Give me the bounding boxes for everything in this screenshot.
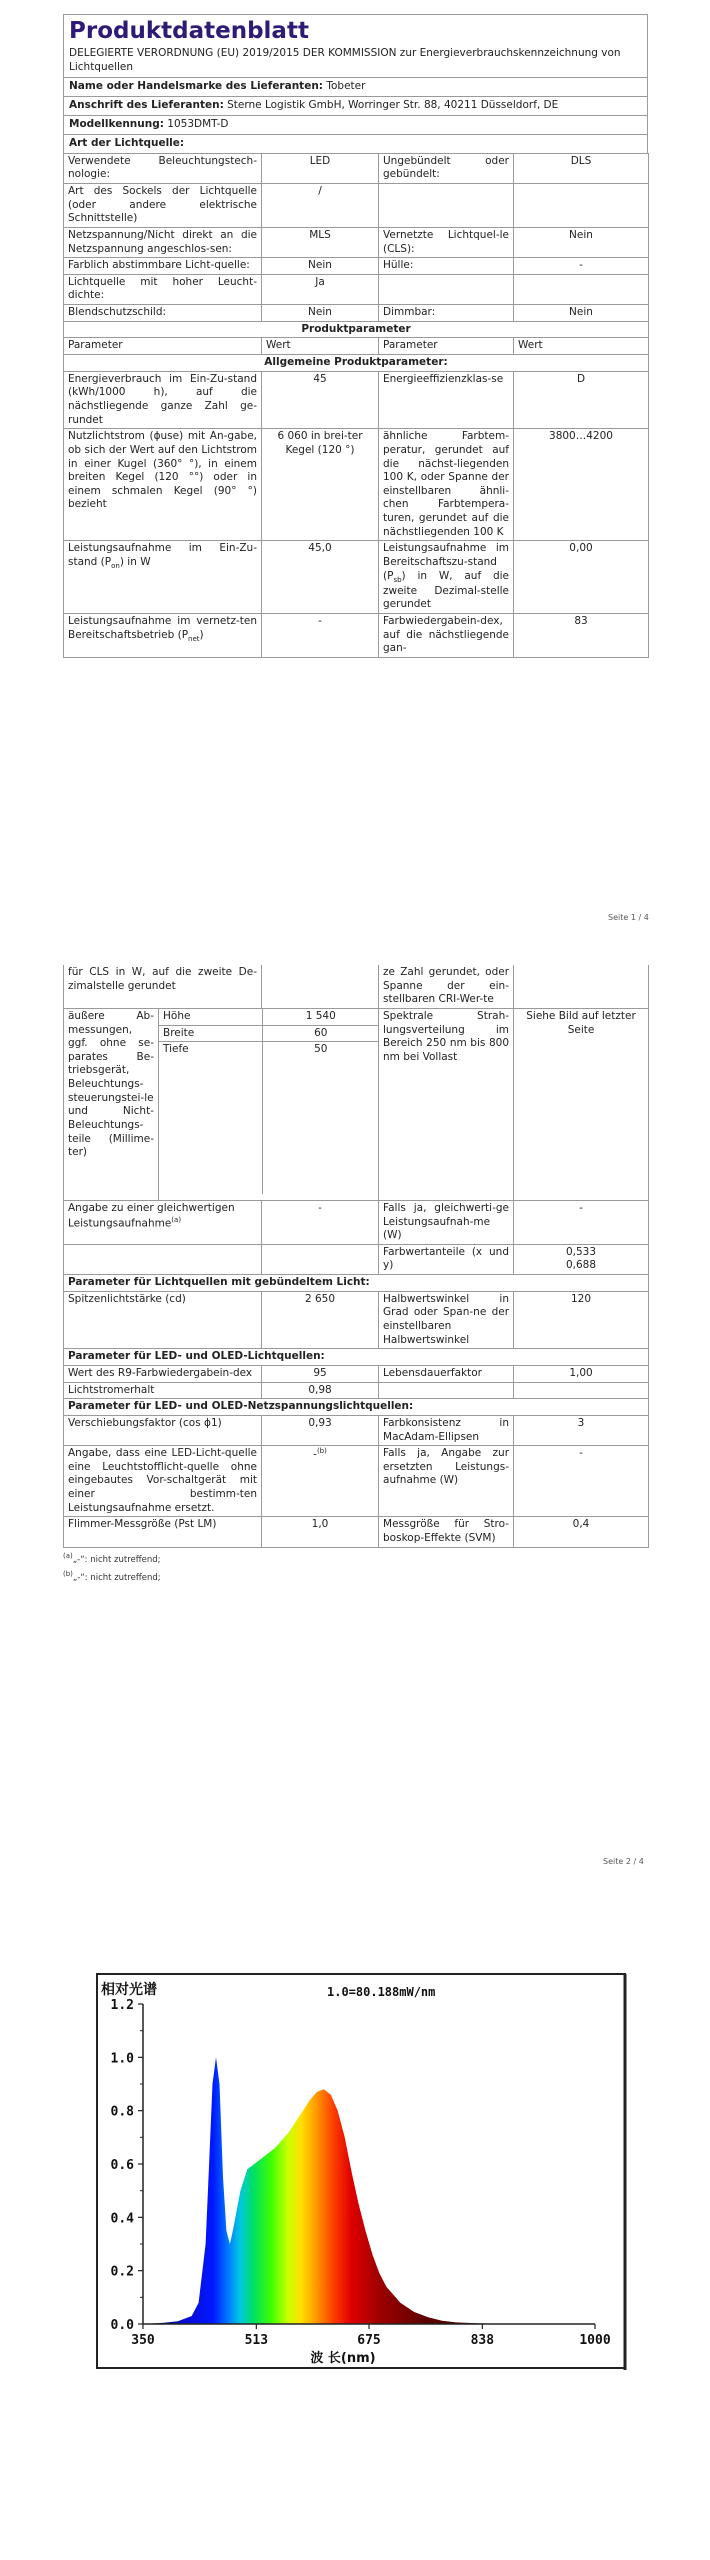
y-tick-label: 1.0 [110, 2051, 134, 2067]
dimension-row [159, 1025, 379, 1042]
param-label: Flimmer-Messgröße (Pst LM) [64, 1517, 262, 1547]
param-value: - [514, 1200, 649, 1244]
spectrum-point [247, 2169, 249, 2171]
spectrum-point [215, 2057, 217, 2059]
empty-cell [262, 965, 379, 1008]
spectrum-point [351, 2171, 353, 2173]
spectrum-point [413, 2311, 415, 2313]
param-value: 120 [514, 1291, 649, 1349]
column-header-parameter: Parameter [64, 338, 262, 355]
spectrum-point [260, 2158, 262, 2160]
table-row [64, 184, 649, 228]
param-label: Hülle: [379, 258, 514, 275]
param-value: -$^{(b)}$ [262, 1446, 379, 1517]
table-row [64, 1291, 649, 1349]
light-source-type-table [63, 153, 649, 658]
param-value: 0,4 [514, 1517, 649, 1547]
spectrum-point [198, 2302, 200, 2304]
spectrum-point [212, 2083, 214, 2085]
param-label: für CLS in W, auf die zweite De-zimalstelle gerundet [64, 965, 262, 1008]
datasheet-page-1 [63, 14, 648, 658]
product-parameters-heading: Produktparameter [64, 321, 649, 338]
spectrum-point [233, 2227, 235, 2229]
supplier-name-label: Name oder Handelsmarke des Lieferanten: [69, 79, 323, 92]
param-label: Dimmbar: [379, 305, 514, 322]
param-label: Falls ja, Angabe zur ersetzten Leistungs-aufnahme (W) [379, 1446, 514, 1517]
table-row [64, 965, 649, 1008]
empty-cell [262, 1244, 379, 1274]
param-value: DLS [514, 153, 649, 183]
spectrum-point [337, 2110, 339, 2112]
param-value: MLS [262, 227, 379, 257]
column-header-row [64, 338, 649, 355]
column-header-value: Wert [262, 338, 379, 355]
param-label: ze Zahl gerundet, oder Spanne der ein-stellbaren CRI-Wer-te [379, 965, 514, 1008]
spectrum-point [365, 2230, 367, 2232]
spectrum-point [455, 2322, 457, 2324]
spectrum-point [191, 2315, 193, 2317]
table-row [64, 1517, 649, 1547]
column-header-parameter: Parameter [379, 338, 514, 355]
footnote-b: $^{(b)}$„-“: nicht zutreffend; [63, 1569, 161, 1583]
param-label: Art des Sockels der Lichtquelle (oder andere elektrische Schnittstelle) [64, 184, 262, 228]
spectrum-point [295, 2121, 297, 2123]
table-row [64, 1244, 649, 1274]
table-row [64, 274, 649, 304]
spectrum-point [177, 2321, 179, 2323]
param-value: 0,98 [262, 1382, 379, 1399]
param-value: 6 060 in brei-ter Kegel (120 °) [262, 429, 379, 541]
x-tick-label: 675 [357, 2333, 381, 2348]
param-label: Halbwertswinkel in Grad oder Span-ne der einstellbaren Halbwertswinkel [379, 1291, 514, 1349]
param-label: Ungebündelt oder gebündelt: [379, 153, 514, 183]
param-label: Netzspannung/Nicht direkt an die Netzspannung angeschlos-sen: [64, 227, 262, 257]
dimensions-table [159, 1009, 379, 1194]
param-label: Farbkonsistenz in MacAdam-Ellipsen [379, 1415, 514, 1445]
table-row [64, 258, 649, 275]
led-parameters-heading: Parameter für LED- und OLED-Lichtquellen: [64, 1349, 649, 1366]
spectrum-point [316, 2091, 318, 2093]
y-tick-label: 0.8 [110, 2104, 134, 2120]
param-value: 0,533 0,688 [514, 1244, 649, 1274]
section-heading-row [64, 1349, 649, 1366]
spectrum-point [323, 2089, 325, 2091]
param-value: 0,00 [514, 541, 649, 614]
dimension-name: Breite [159, 1025, 262, 1042]
chart-annotation: 1.0=80.188mW/nm [327, 1985, 436, 1999]
param-value: Nein [262, 305, 379, 322]
supplier-name-row [63, 77, 648, 96]
supplier-name-value: Tobeter [326, 79, 366, 92]
empty-cell [514, 965, 649, 1008]
param-value: 2 650 [262, 1291, 379, 1349]
param-value: Siehe Bild auf letzter Seite [514, 1008, 649, 1200]
section-heading-row [64, 321, 649, 338]
light-source-type-row [63, 134, 648, 153]
param-label: Angabe zu einer gleichwertigen Leistungsaufnahme$^{(a)}$ [64, 1200, 262, 1244]
param-label: Angabe, dass eine LED-Licht-quelle eine Leuchtstofflicht-quelle ohne eingebautes Vor-schaltgerät mit einer bestimm-ten Leistungsaufnahme ersetzt. [64, 1446, 262, 1517]
y-tick-label: 0.4 [110, 2211, 134, 2227]
param-value: / [262, 184, 379, 228]
y-tick-label: 0.6 [110, 2158, 134, 2173]
param-value: 3 [514, 1415, 649, 1445]
spectrum-point [372, 2254, 374, 2256]
param-label: Blendschutzschild: [64, 305, 262, 322]
param-label: Lebensdauerfaktor [379, 1365, 514, 1382]
table-row [64, 1446, 649, 1517]
table-row [64, 371, 649, 429]
spectrum-point [267, 2153, 269, 2155]
spectrum-point [205, 2243, 207, 2245]
title-box [63, 14, 648, 77]
empty-cell [64, 1244, 262, 1274]
chart-title: 相对光谱 [101, 1982, 157, 1998]
spectrum-point [281, 2139, 283, 2141]
table-row [64, 1008, 649, 1200]
spectrum-point [330, 2094, 332, 2096]
empty-cell [379, 184, 514, 228]
table-row [64, 153, 649, 183]
section-heading-row [64, 1399, 649, 1416]
empty-cell [514, 274, 649, 304]
param-label: Energieeffizienzklas-se [379, 371, 514, 429]
param-label: Falls ja, gleichwerti-ge Leistungsaufnah-me (W) [379, 1200, 514, 1244]
spectrum-point [379, 2273, 381, 2275]
directional-parameters-heading: Parameter für Lichtquellen mit gebündeltem Licht: [64, 1275, 649, 1292]
datasheet-page-2 [63, 965, 648, 1583]
general-parameters-heading: Allgemeine Produktparameter: [64, 355, 649, 372]
spectrum-point [288, 2131, 290, 2133]
table-row [64, 541, 649, 614]
spectrum-point [344, 2137, 346, 2139]
spectrum-point [309, 2099, 311, 2101]
dimension-value: 1 540 [262, 1009, 379, 1025]
spectrum-point [226, 2230, 228, 2232]
spectrum-point [240, 2190, 242, 2192]
mains-led-parameters-heading: Parameter für LED- und OLED-Netzspannungslichtquellen: [64, 1399, 649, 1416]
empty-cell [379, 274, 514, 304]
param-label: Vernetzte Lichtquel-le (CLS): [379, 227, 514, 257]
param-label: Nutzlichtstrom (ϕuse) mit An-gabe, ob sich der Wert auf den Lichtstrom in einer Kugel (360° °), in einem breiten Kegel (120 °°) oder in einem schmalen Kegel (90° °) bezieht [64, 429, 262, 541]
dimension-value: 50 [262, 1042, 379, 1194]
param-label: Leistungsaufnahme im vernetz-ten Bereitschaftsbetrieb $(P_{net})$ [64, 614, 262, 658]
dimension-row [159, 1009, 379, 1025]
x-axis-label: 波 长(nm) [310, 2351, 376, 2366]
dimensions-cell [159, 1008, 379, 1200]
empty-cell [379, 1382, 514, 1399]
spectrum-point [302, 2110, 304, 2112]
param-label: Wert des R9-Farbwiedergabein-dex [64, 1365, 262, 1382]
spectrum-point [229, 2243, 231, 2245]
table-row [64, 305, 649, 322]
param-label: Farblich abstimmbare Licht-quelle: [64, 258, 262, 275]
param-value: - [514, 258, 649, 275]
param-value: 0,93 [262, 1415, 379, 1445]
param-value: 3800…4200 [514, 429, 649, 541]
spectrum-point [274, 2147, 276, 2149]
y-tick-label: 0.2 [110, 2264, 134, 2280]
dimension-name: Tiefe [159, 1042, 262, 1194]
empty-cell [514, 184, 649, 228]
param-value: - [262, 614, 379, 658]
spectrum-point [219, 2083, 221, 2085]
model-label: Modellkennung: [69, 117, 164, 130]
param-label: Energieverbrauch im Ein-Zu-stand (kWh/1000 h), auf die nächstliegende ganze Zahl ge-rundet [64, 371, 262, 429]
dimension-row [159, 1042, 379, 1194]
supplier-address-value: Sterne Logistik GmbH, Worringer Str. 88, 40211 Düsseldorf, DE [227, 98, 559, 111]
table-row [64, 614, 649, 658]
x-tick-label: 1000 [579, 2333, 611, 2348]
param-value: 1,00 [514, 1365, 649, 1382]
x-tick-label: 838 [470, 2333, 495, 2348]
dimension-name: Höhe [159, 1009, 262, 1025]
spectrum-point [441, 2320, 443, 2322]
param-label: Spitzenlichtstärke (cd) [64, 1291, 262, 1349]
table-row [64, 227, 649, 257]
param-value: 45 [262, 371, 379, 429]
param-label: Farbwertanteile (x und y) [379, 1244, 514, 1274]
param-label: Verwendete Beleuchtungstech-nologie: [64, 153, 262, 183]
page-number: Seite 2 / 4 [603, 1857, 644, 1866]
model-row [63, 115, 648, 134]
param-value: 83 [514, 614, 649, 658]
param-label: Farbwiedergabein-dex, auf die nächstliegende gan- [379, 614, 514, 658]
table-row [64, 1200, 649, 1244]
spectrum-point [427, 2317, 429, 2319]
footnote-a: $^{(a)}$„-“: nicht zutreffend; [63, 1551, 161, 1565]
column-header-value: Wert [514, 338, 649, 355]
param-value: Nein [262, 258, 379, 275]
parameters-table-continued [63, 965, 649, 1548]
page-number: Seite 1 / 4 [608, 913, 649, 922]
section-heading-row [64, 1275, 649, 1292]
x-tick-label: 513 [244, 2333, 269, 2348]
x-tick-label: 350 [131, 2333, 155, 2348]
document-title: Produktdatenblatt [69, 18, 309, 44]
spectrum-point [222, 2177, 224, 2179]
spectrum-point [386, 2286, 388, 2288]
y-tick-label: 0.0 [110, 2318, 134, 2333]
param-value: D [514, 371, 649, 429]
spectrum-point [254, 2163, 256, 2165]
param-value: 45,0 [262, 541, 379, 614]
supplier-address-row [63, 96, 648, 115]
dimensions-label: äußere Ab-messungen, ggf. ohne se-parates Be-triebsgerät, Beleuchtungs-steuerungstei-le und Nicht-Beleuchtungs-teile (Millime-ter) [64, 1008, 159, 1200]
regulation-reference: DELEGIERTE VERORDNUNG (EU) 2019/2015 DER KOMMISSION zur Energieverbrauchskennzeichnung von Lichtquellen [69, 47, 621, 74]
spectrum-point [358, 2203, 360, 2205]
param-value: Ja [262, 274, 379, 304]
table-row [64, 1365, 649, 1382]
spectrum-point [400, 2302, 402, 2304]
table-row [64, 1415, 649, 1445]
param-label: Verschiebungsfaktor (cos ϕ1) [64, 1415, 262, 1445]
param-value: LED [262, 153, 379, 183]
param-label: Leistungsaufnahme im Ein-Zu-stand $(P_{on})$ in W [64, 541, 262, 614]
param-value: 1,0 [262, 1517, 379, 1547]
light-source-type-label: Art der Lichtquelle: [69, 136, 185, 149]
param-value: Nein [514, 227, 649, 257]
model-value: 1053DMT-D [167, 117, 229, 130]
param-value: - [262, 1200, 379, 1244]
param-label: Messgröße für Stro-boskop-Effekte (SVM) [379, 1517, 514, 1547]
param-label: Lichtstromerhalt [64, 1382, 262, 1399]
param-value: - [514, 1446, 649, 1517]
param-label: Lichtquelle mit hoher Leucht-dichte: [64, 274, 262, 304]
param-label: Spektrale Strah-lungsverteilung im Bereich 250 nm bis 800 nm bei Vollast [379, 1008, 514, 1200]
table-row [64, 429, 649, 541]
spectrum-chart [95, 1972, 635, 2372]
supplier-address-label: Anschrift des Lieferanten: [69, 98, 224, 111]
param-label: Leistungsaufnahme im Bereitschaftszu-stand $(P_{sb})$ in W, auf die zweite Dezimal-stelle gerundet [379, 541, 514, 614]
param-label: ähnliche Farbtem-peratur, gerundet auf die nächst-liegenden 100 K, oder Spanne der einstellbaren ähnli-chen Farbtempera-turen, gerundet auf die nächstliegenden 100 K [379, 429, 514, 541]
param-value: 95 [262, 1365, 379, 1382]
param-value: Nein [514, 305, 649, 322]
table-row [64, 1382, 649, 1399]
y-tick-label: 1.2 [110, 1998, 134, 2013]
spectrum-point [208, 2163, 210, 2165]
empty-cell [514, 1382, 649, 1399]
section-heading-row [64, 355, 649, 372]
dimension-value: 60 [262, 1025, 379, 1042]
